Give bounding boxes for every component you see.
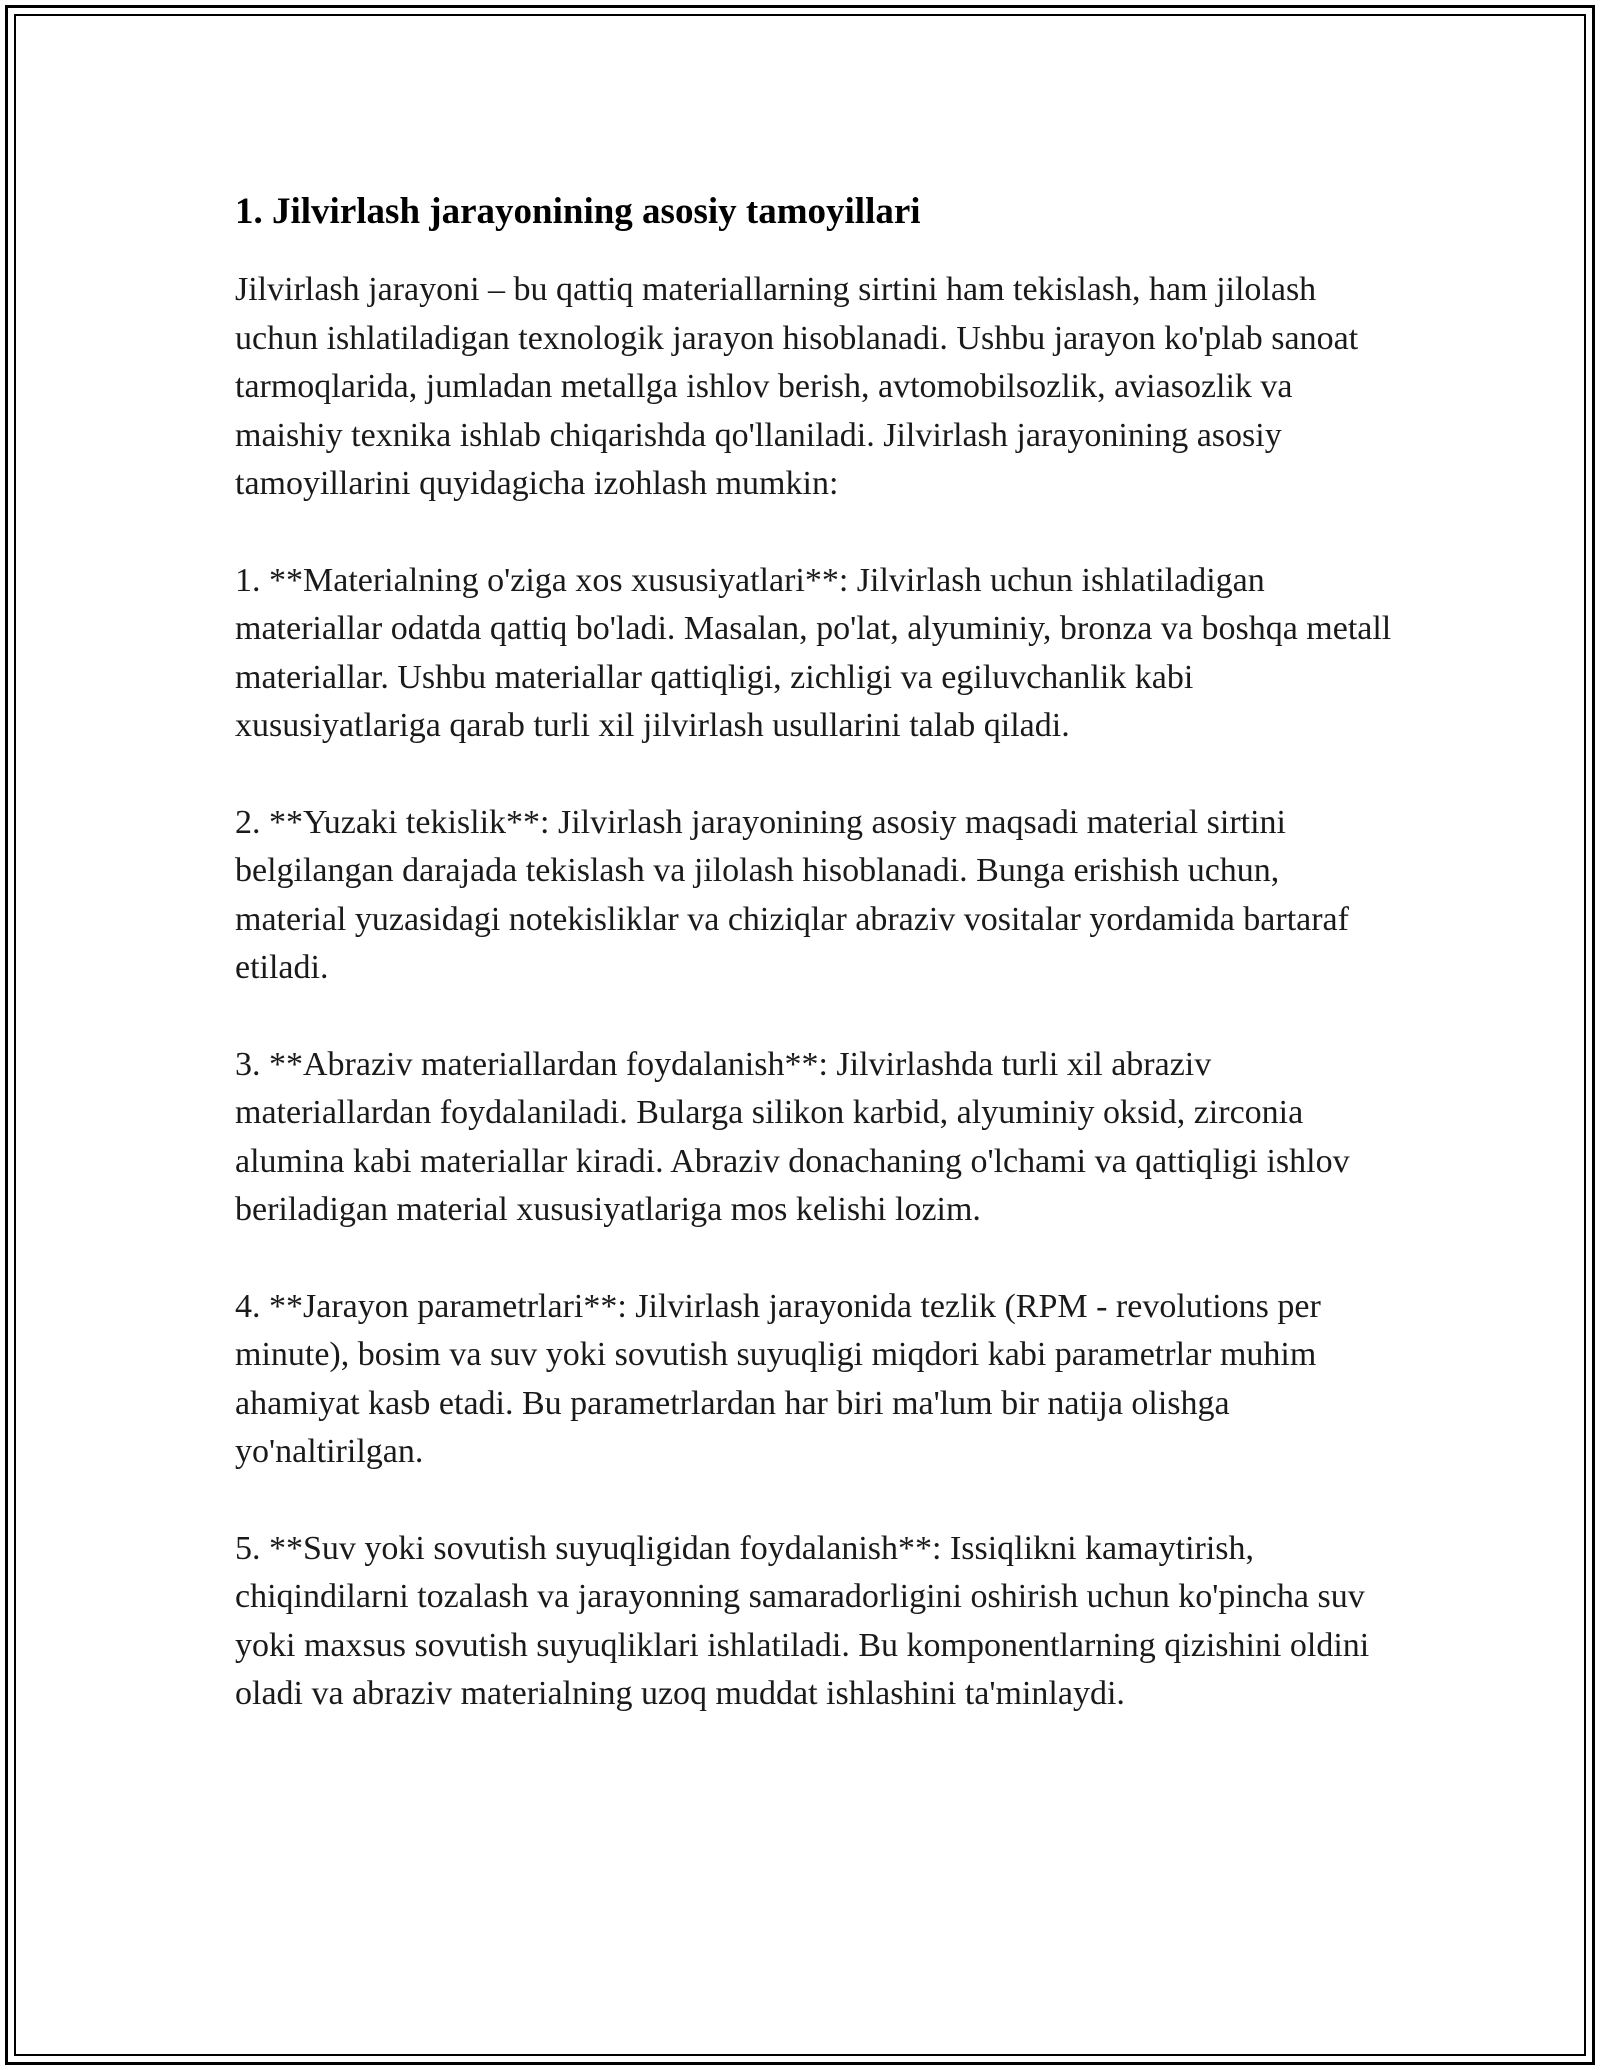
list-item: 1. **Materialning o'ziga xos xususiyatlari**: Jilvirlash uchun ishlatiladigan materiallar odatda qattiq bo'ladi. Masalan, po'lat, alyuminiy, bronza va boshqa metall materiallar. Ushbu materiallar qattiqligi, zichligi va egiluvchanlik kabi xususiyatlariga qarab turli xil jilvirlash usullarini talab qiladi. <box>235 561 1392 744</box>
list-item: 2. **Yuzaki tekislik**: Jilvirlash jarayonining asosiy maqsadi material sirtini belgilangan darajada tekislash va jilolash hisoblanadi. Bunga erishish uchun, material yuzasidagi notekisliklar va chiziqlar abraziv vositalar yordamida bartaraf etiladi. <box>235 803 1349 986</box>
document-body <box>235 188 1395 1767</box>
list-item: 3. **Abraziv materiallardan foydalanish**: Jilvirlashda turli xil abraziv materiallardan foydalaniladi. Bularga silikon karbid, alyuminiy oksid, zirconia alumina kabi materiallar kiradi. Abraziv donachaning o'lchami va qattiqligi ishlov beriladigan material xususiyatlariga mos kelishi lozim. <box>235 1045 1350 1228</box>
list-item: 5. **Suv yoki sovutish suyuqligidan foydalanish**: Issiqlikni kamaytirish, chiqindilarni tozalash va jarayonning samaradorligini oshirish uchun ko'pincha suv yoki maxsus sovutish suyuqliklari ishlatiladi. Bu komponentlarning qizishini oldini oladi va abraziv materialning uzoq muddat ishlashini ta'minlaydi. <box>235 1529 1370 1712</box>
document-title: 1. Jilvirlash jarayonining asosiy tamoyillari <box>235 191 921 232</box>
intro-paragraph: Jilvirlash jarayoni – bu qattiq materiallarning sirtini ham tekislash, ham jilolash uchun ishlatiladigan texnologik jarayon hisoblanadi. Ushbu jarayon ko'plab sanoat tarmoqlarida, jumladan metallga ishlov berish, avtomobilsozlik, aviasozlik va maishiy texnika ishlab chiqarishda qo'llaniladi. Jilvirlash jarayonining asosiy tamoyillarini quyidagicha izohlash mumkin: <box>235 271 1359 502</box>
list-item: 4. **Jarayon parametrlari**: Jilvirlash jarayonida tezlik (RPM - revolutions per minute), bosim va suv yoki sovutish suyuqligi miqdori kabi parametrlar muhim ahamiyat kasb etadi. Bu parametrlardan har biri ma'lum bir natija olishga yo'naltirilgan. <box>235 1287 1321 1470</box>
